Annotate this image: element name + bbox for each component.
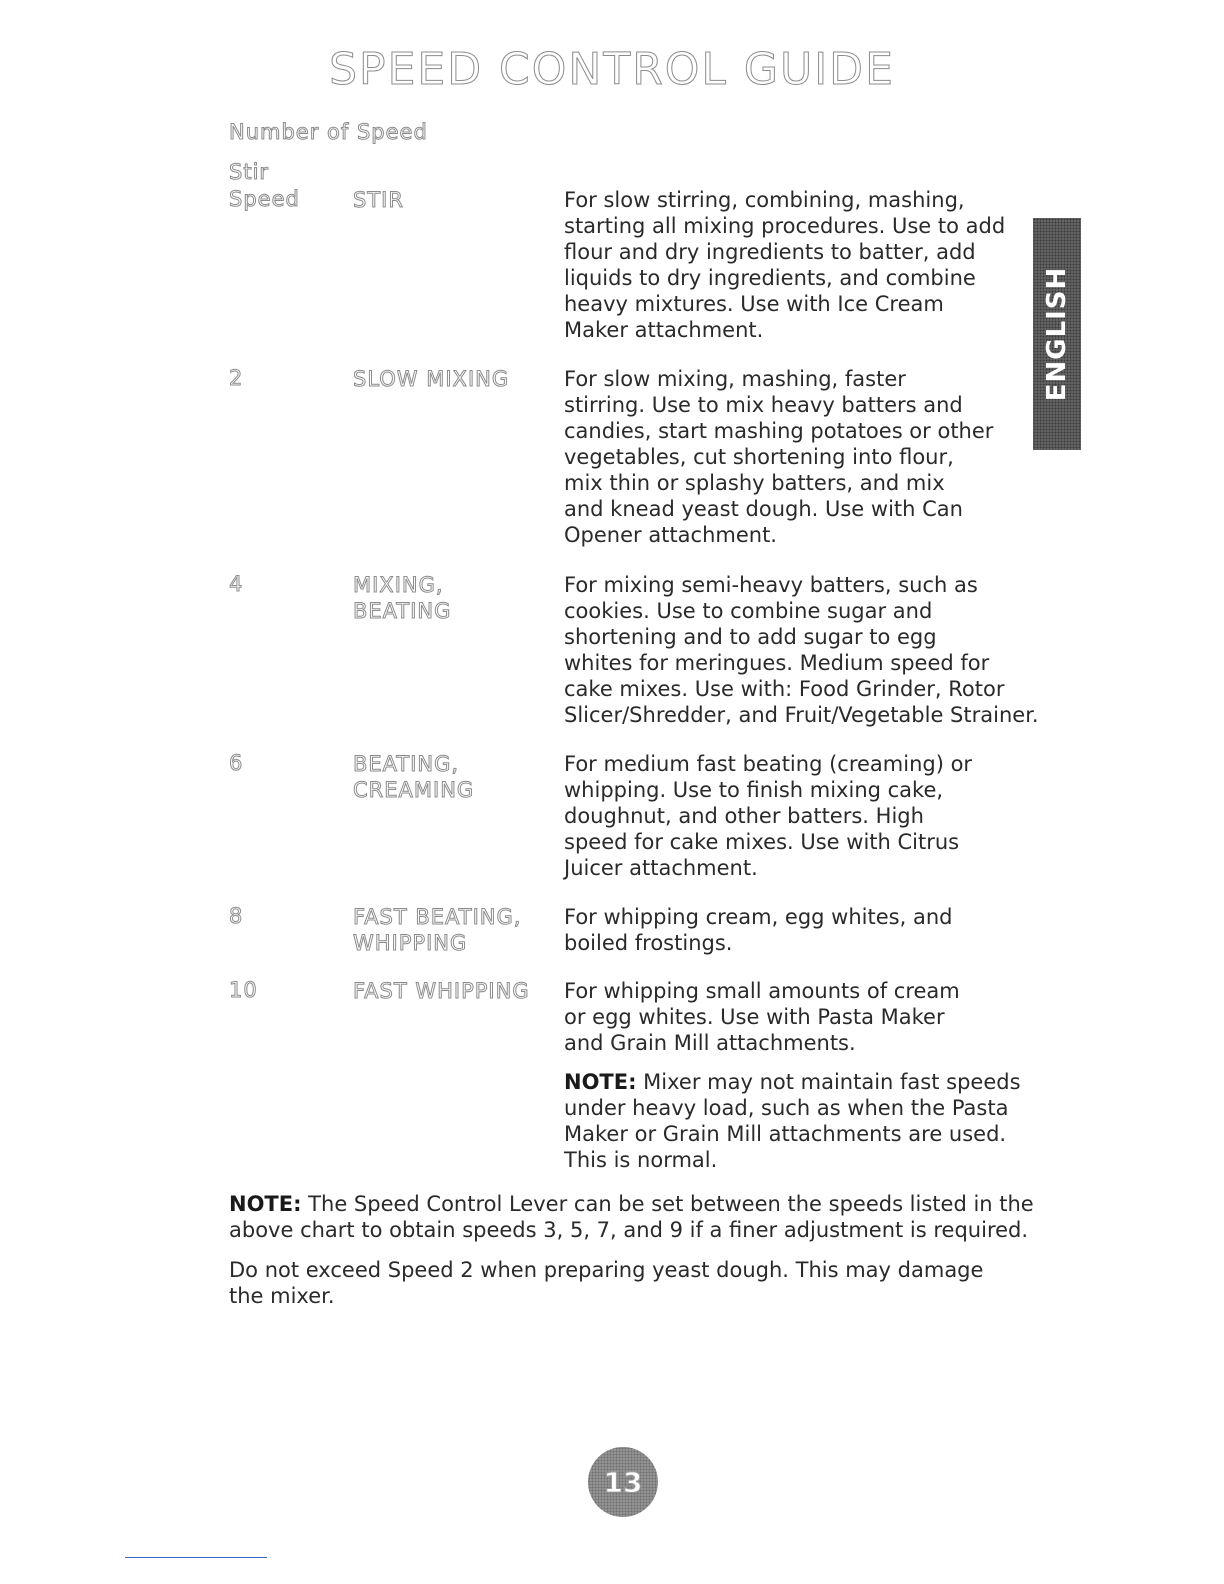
speed-name: BEATING, CREAMING (353, 752, 475, 802)
page-number-badge (588, 1447, 658, 1517)
page-title: SPEED CONTROL GUIDE (329, 44, 895, 95)
speed-label: Speed (229, 187, 300, 211)
note-label: NOTE: (229, 1192, 302, 1216)
stir-label: Stir (229, 160, 270, 184)
speed-description: For whipping cream, egg whites, and boiled frostings. (564, 905, 953, 955)
speed-description: For slow stirring, combining, mashing, starting all mixing procedures. Use to add flour and dry ingredients to batter, add liquids to dry ingredients, and combine heavy mixtures. Use with Ice Cream Maker attachment. (564, 188, 1006, 342)
speed-number: 6 (229, 751, 244, 775)
speed-description: For slow mixing, mashing, faster stirring. Use to mix heavy batters and candies, start mashing potatoes or other vegetables, cut shortening into flour, mix thin or splashy batters, and mix and knead yeast dough. Use with Can Opener attachment. (564, 367, 994, 547)
mixer-load-note: NOTE: Mixer may not maintain fast speeds under heavy load, such as when the Pasta Maker or Grain Mill attachments are used. This is normal. (564, 1070, 1021, 1172)
footer-rule (125, 1557, 267, 1558)
language-tab (1033, 218, 1081, 450)
speed-name: STIR (353, 188, 404, 212)
speed-number: 2 (229, 366, 244, 390)
speed-description: For mixing semi-heavy batters, such as cookies. Use to combine sugar and shortening and to add sugar to egg whites for meringues. Medium speed for cake mixes. Use with: Food Grinder, Rotor Slicer/Shredder, and Fruit/Vegetable Strainer. (564, 573, 1039, 727)
speed-number: 10 (229, 978, 258, 1002)
speed-description: For medium fast beating (creaming) or whipping. Use to finish mixing cake, doughnut, and other batters. High speed for cake mixes. Use with Citrus Juicer attachment. (564, 752, 973, 880)
note-label: NOTE: (564, 1070, 637, 1094)
speed-name: FAST WHIPPING (353, 979, 530, 1003)
speed-name: FAST BEATING, WHIPPING (353, 905, 522, 955)
speed-number: 4 (229, 572, 244, 596)
number-of-speed-heading: Number of Speed (229, 120, 428, 144)
speed-description: For whipping small amounts of cream or egg whites. Use with Pasta Maker and Grain Mill attachments. (564, 979, 960, 1055)
language-tab-label: ENGLISH (1042, 266, 1072, 402)
speed-name: SLOW MIXING (353, 367, 510, 391)
speed-name: MIXING, BEATING (353, 573, 452, 623)
yeast-dough-warning: Do not exceed Speed 2 when preparing yeast dough. This may damage the mixer. (229, 1258, 984, 1308)
page-number: 13 (603, 1465, 643, 1499)
speed-number: 8 (229, 904, 244, 928)
speed-lever-note: NOTE: The Speed Control Lever can be set between the speeds listed in the above chart to obtain speeds 3, 5, 7, and 9 if a finer adjustment is required. (229, 1192, 1034, 1242)
